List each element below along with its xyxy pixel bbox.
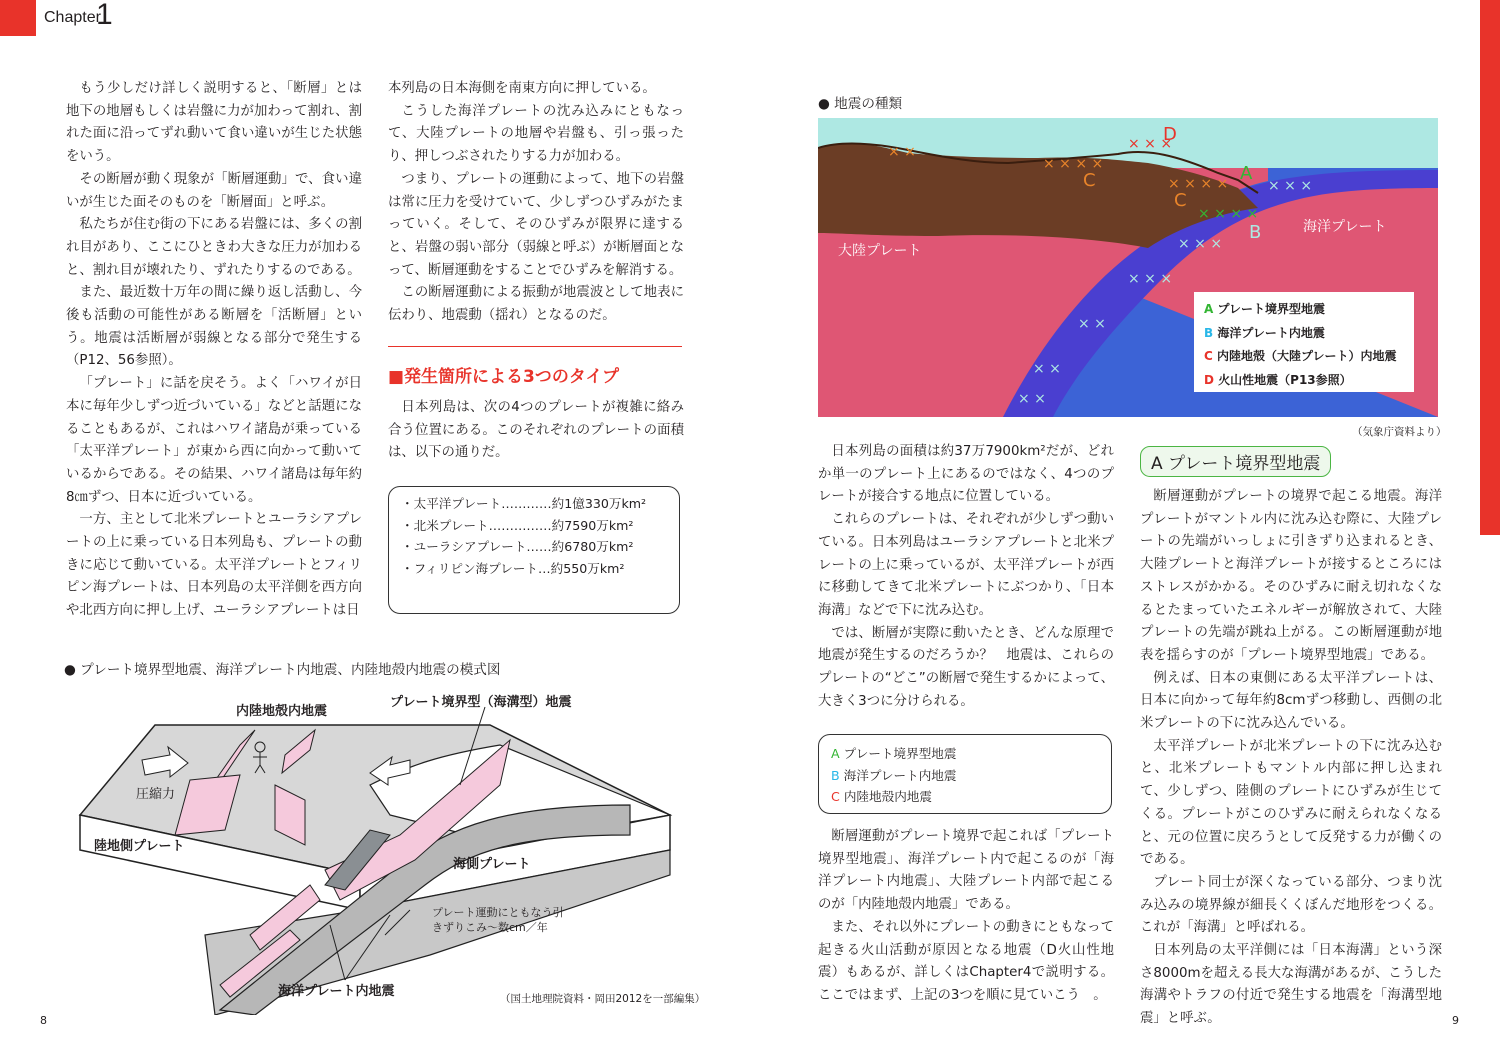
- svg-text:× × ×: × × ×: [1128, 136, 1173, 152]
- chapter-label: Chapter: [44, 9, 101, 26]
- plate-area-item: ・太平洋プレート…………約1億330万km²: [401, 496, 647, 511]
- right-column-2: [1140, 486, 1442, 1031]
- svg-text:× ×: × ×: [1078, 316, 1106, 332]
- figure-legend: [1204, 298, 1397, 392]
- figure-source: （気象庁資料より）: [1352, 426, 1447, 438]
- left-column-2: [388, 78, 684, 328]
- label-sea-plate: 海側プレート: [453, 857, 531, 872]
- paragraph: 例えば、日本の東側にある太平洋プレートは、日本に向かって毎年約8cmずつ移動し、西側の北米プレートの下に沈み込んでいる。: [1140, 670, 1442, 732]
- svg-text:× ×: × ×: [1018, 391, 1046, 407]
- paragraph: この断層運動による振動が地震波として地表に伝わり、地震動（揺れ）となるのだ。: [388, 285, 684, 324]
- right-column-1: [818, 441, 1114, 713]
- legend-item: B 海洋プレート内地震: [1204, 325, 1325, 340]
- chapter-number: 1: [96, 0, 113, 31]
- marker-c: C: [1083, 170, 1096, 191]
- diagram-caption: ● プレート境界型地震、海洋プレート内地震、内陸地殻内地震の模式図: [64, 662, 501, 678]
- paragraph: その断層が動く現象が「断層運動」で、食い違いが生じた面そのものを「断層面」と呼ぶ。: [66, 171, 362, 210]
- paragraph: 一方、主として北米プレートとユーラシアプレートの上に乗っている日本列島も、プレートの動きに応じて動いている。太平洋プレートとフィリピン海プレートは、日本列島の太平洋側を西方向や北西方向に押し上げ、ユーラシアプレートは日: [66, 512, 362, 619]
- label-boundary-quake: プレート境界型（海溝型）地震: [390, 695, 572, 710]
- svg-text:× ×: × ×: [1033, 361, 1061, 377]
- marker-d: D: [1163, 124, 1177, 145]
- type-item: B 海洋プレート内地震: [831, 767, 957, 783]
- label-drag: プレート運動にともなう引きずりこみ～数cm／年: [432, 906, 564, 934]
- paragraph: では、断層が実際に動いたとき、どんな原理で地震が発生するのだろうか？ 地震は、これらのプレートの“どこ”の断層で発生するかによって、大きく3つに分けられる。: [818, 625, 1114, 709]
- chapter-tab: [0, 0, 36, 36]
- paragraph: 太平洋プレートが北米プレートの下に沈み込むと、北米プレートもマントル内部に押し込まれて、少しずつ、陸側のプレートにひずみが生じてくる。プレートがこのひずみに耐えられなくなると、元の位置に戻ろうとして反発する力が働くのである。: [1140, 738, 1442, 868]
- paragraph: つまり、プレートの運動によって、地下の岩盤は常に圧力を受けていて、少しずつひずみがたまっていく。そして、そのひずみが限界に達すると、岩盤の弱い部分（弱線と呼ぶ）が断層面となって、断層運動をすることでひずみを解消する。: [388, 171, 684, 278]
- heading-a: A プレート境界型地震: [1140, 446, 1331, 477]
- paragraph: 日本列島の太平洋側には「日本海溝」という深さ8000mを超える長大な海溝があるが、こうした海溝やトラフの付近で発生する地震を「海溝型地震」と呼ぶ。: [1140, 943, 1442, 1027]
- plate-area-box: [388, 486, 680, 614]
- page-number-right: 9: [1452, 1014, 1459, 1027]
- legend-item: A プレート境界型地震: [1204, 302, 1326, 316]
- diagram-source: （国土地理院資料・岡田2012を一部編集）: [500, 993, 706, 1005]
- section-divider: [388, 346, 682, 347]
- svg-text:× × ×: × × ×: [1268, 178, 1313, 194]
- marker-a: A: [1240, 163, 1253, 184]
- label-pressure: 圧縮力: [136, 787, 176, 802]
- page-number-left: 8: [40, 1014, 47, 1027]
- paragraph: プレート同士が深くなっている部分、つまり沈み込みの境界線が細長くくぼんだ地形をつくる。これが「海溝」と呼ばれる。: [1140, 874, 1442, 936]
- right-column-1b: [818, 826, 1114, 1008]
- marker-b: B: [1249, 222, 1262, 243]
- types-box: [818, 734, 1112, 814]
- plate-area-item: ・フィリピン海プレート…約550万km²: [401, 560, 625, 576]
- legend-item: C 内陸地殻（大陸プレート）内地震: [1204, 349, 1397, 363]
- paragraph: また、それ以外にプレートの動きにともなって起きる火山活動が原因となる地震（D火山性地震）もあるが、詳しくはChapter4で説明する。ここではまず、上記の3つを順に見ていこう 。: [818, 919, 1114, 1003]
- paragraph: これらのプレートは、それぞれが少しずつ動いている。日本列島はユーラシアプレートと北米プレートの上に乗っているが、太平洋プレートが西に移動してきて北米プレートにぶつかり、「日本海溝」などで下に沈み込む。: [818, 512, 1114, 618]
- paragraph: 断層運動がプレート境界で起これば「プレート境界型地震」、海洋プレート内で起こるのが「海洋プレート内地震」、大陸プレート内部で起こるのが「内陸地殻内地震」である。: [818, 829, 1114, 913]
- figure-caption: ● 地震の種類: [818, 96, 903, 112]
- left-column-1: [66, 78, 362, 623]
- paragraph: 「プレート」に話を戻そう。よく「ハワイが日本に毎年少しずつ近づいている」などと話題になることもあるが、これはハワイ諸島が乗っている「太平洋プレート」が東から西に向かって動いているからである。その結果、ハワイ諸島は毎年約8㎝ずつ、日本に近づいている。: [66, 376, 362, 505]
- paragraph: 日本列島は、次の4つのプレートが複雑に絡み合う位置にある。このそれぞれのプレートの面積は、以下の通りだ。: [388, 400, 684, 461]
- paragraph: 私たちが住む街の下にある岩盤には、多くの割れ目があり、ここにひときわ大きな圧力が加わると、割れ目が壊れたり、ずれたりするのである。: [66, 217, 362, 278]
- label-oceanic-plate: 海洋プレート: [1303, 219, 1387, 235]
- label-inland-quake: 内陸地殻内地震: [236, 704, 328, 719]
- type-item: C 内陸地殻内地震: [831, 789, 932, 805]
- section-title: ■発生箇所による3つのタイプ: [388, 367, 620, 387]
- legend-item: D 火山性地震（P13参照）: [1204, 372, 1352, 387]
- type-item: A プレート境界型地震: [831, 746, 957, 761]
- label-land-plate: 陸地側プレート: [94, 839, 185, 854]
- svg-text:× × ×: × × ×: [1178, 236, 1223, 252]
- page-edge-bar: [1480, 0, 1500, 535]
- section-paragraph: [388, 397, 684, 465]
- label-continental-plate: 大陸プレート: [838, 243, 922, 259]
- marker-c: C: [1174, 190, 1187, 211]
- svg-text:× × × ×: × × × ×: [1198, 206, 1259, 222]
- paragraph: また、最近数十万年の間に繰り返し活動し、今後も活動の可能性がある断層を「活断層」という。地震は活断層が弱線となる部分で発生する（P12、56参照）。: [66, 285, 362, 369]
- paragraph: こうした海洋プレートの沈み込みにともなって、大陸プレートの地層や岩盤も、引っ張ったり、押しつぶされたりする力が加わる。: [388, 103, 684, 165]
- paragraph: 日本列島の面積は約37万7900km²だが、どれか単一のプレート上にあるのではなく、4つのプレートが接合する地点に位置している。: [818, 444, 1114, 505]
- svg-text:× × ×: × × ×: [1128, 271, 1173, 287]
- svg-text:× × × ×: × × × ×: [1168, 176, 1229, 192]
- paragraph: 断層運動がプレートの境界で起こる地震。海洋プレートがマントル内に沈み込む際に、大陸プレートの先端がいっしょに引きずり込まれるとき、大陸プレートと海洋プレートが接するところにはストレスがかかる。そのひずみに耐え切れなくなるとたまっていたエネルギーが解放されて、大陸プレートの先端が跳ね上がる。この断層運動が地表を揺らすのが「プレート境界型地震」である。: [1140, 489, 1442, 663]
- paragraph: 本列島の日本海側を南東方向に押している。: [388, 81, 656, 96]
- svg-text:× × × ×: × × × ×: [1043, 156, 1104, 172]
- svg-text:× ×: × ×: [888, 144, 916, 160]
- label-oceanic-quake: 海洋プレート内地震: [278, 984, 395, 999]
- paragraph: もう少しだけ詳しく説明すると、「断層」とは地下の地層もしくは岩盤に力が加わって割れ、割れた面に沿ってずれ動いて食い違いが生じた状態をいう。: [66, 81, 362, 165]
- plate-area-item: ・ユーラシアプレート……約6780万km²: [401, 539, 634, 555]
- plate-area-item: ・北米プレート……………約7590万km²: [401, 517, 634, 533]
